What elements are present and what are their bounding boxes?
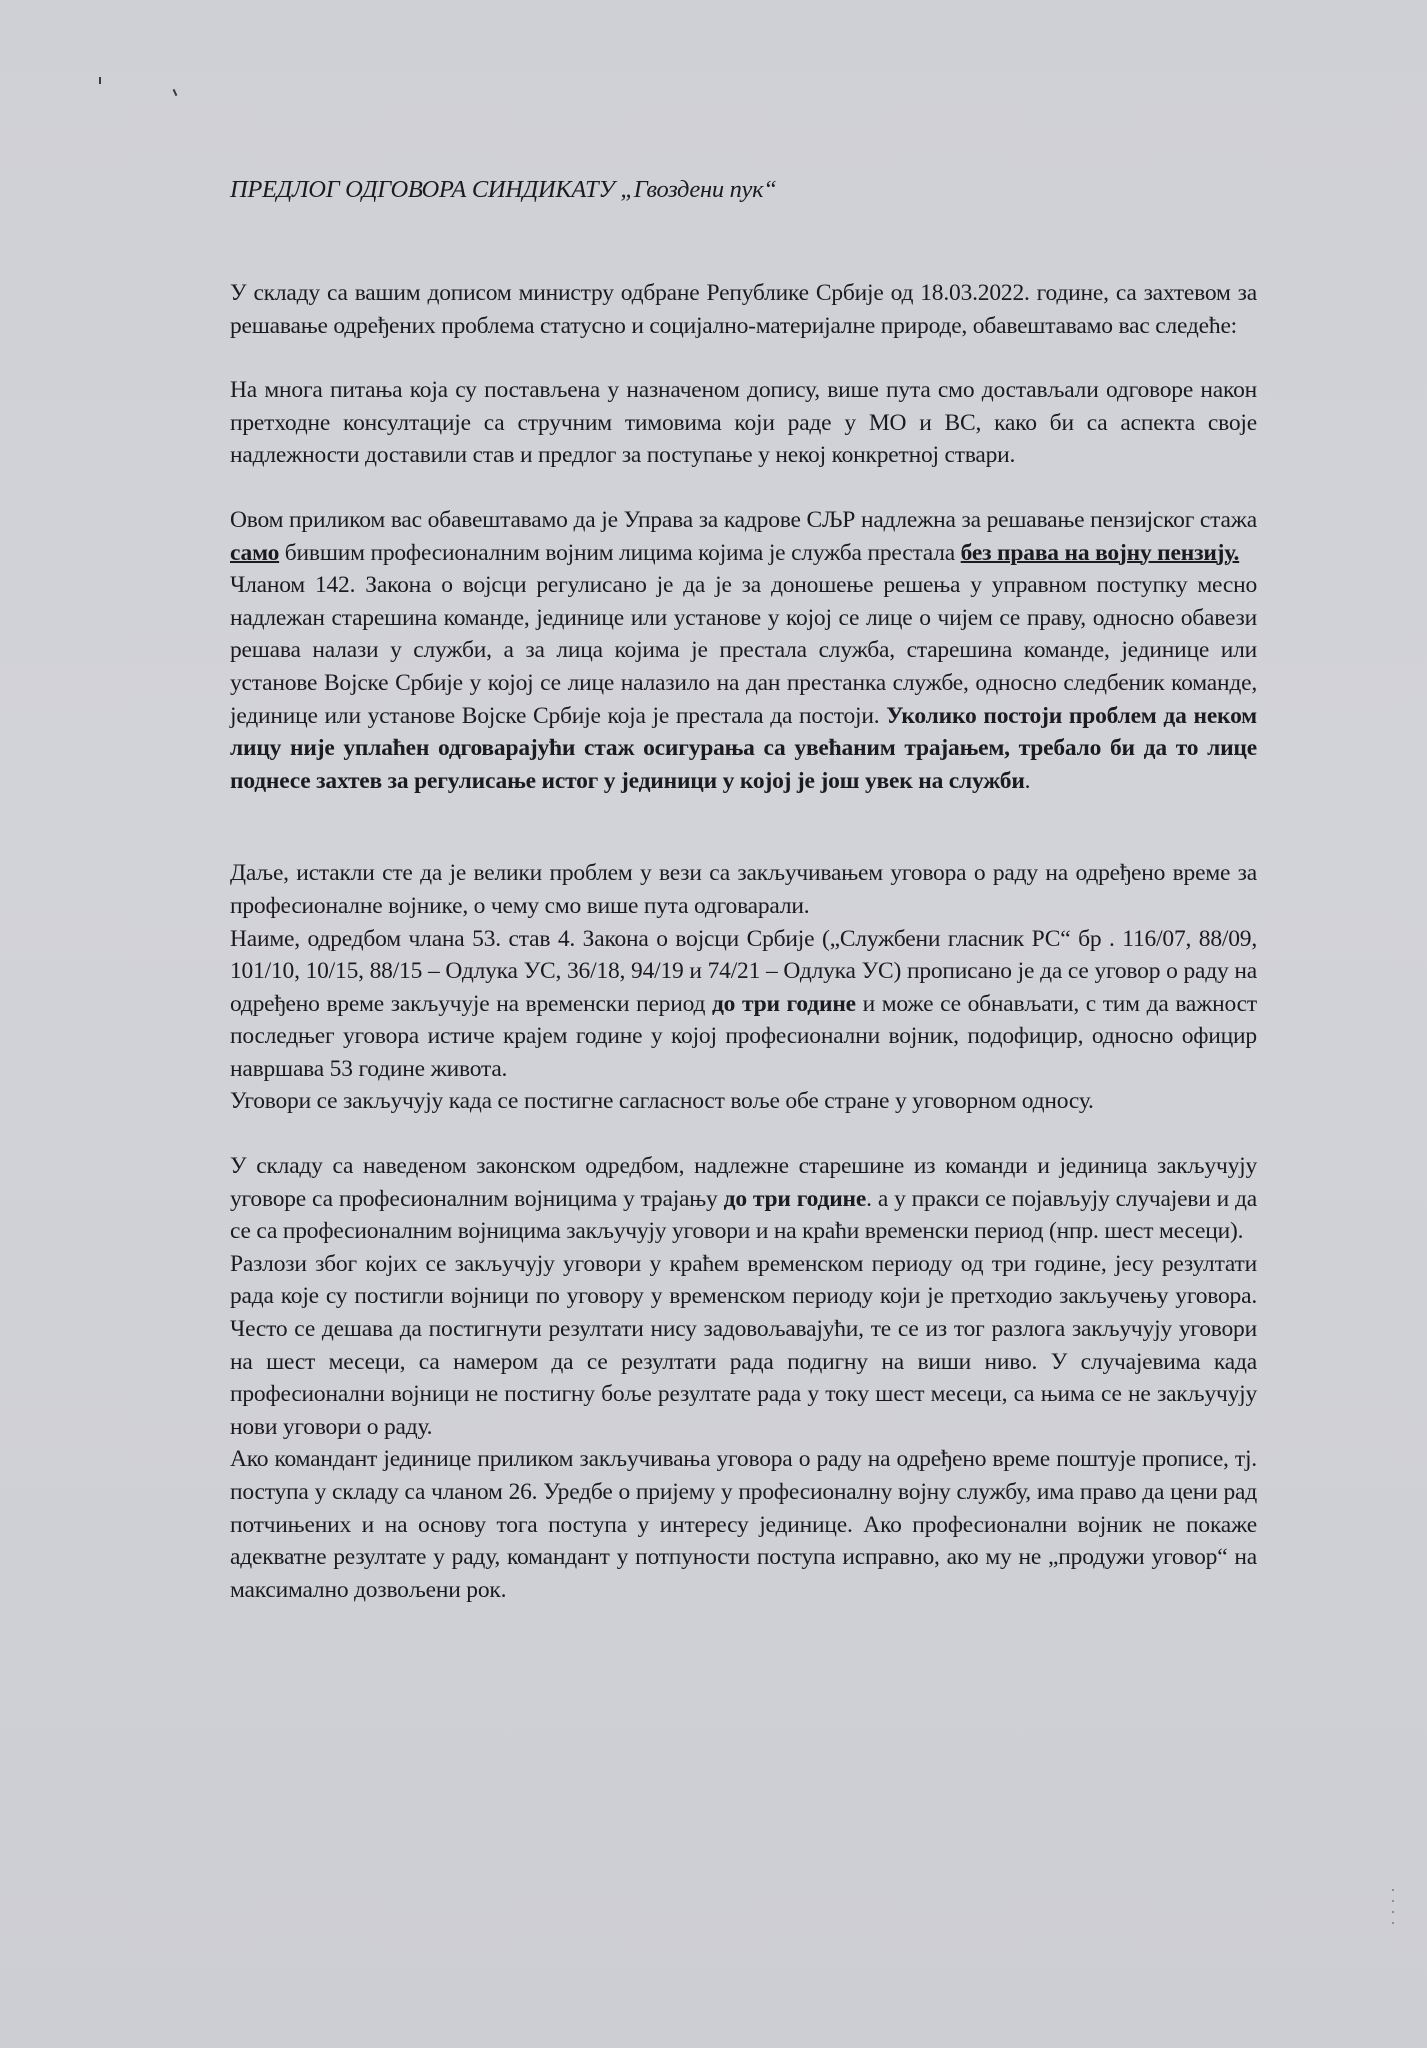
- text-segment: Ако командант јединице приликом закључивања уговора о раду на одређено време поштује прописе, тј. поступа у складу са чланом 26. Уредбе о пријему у професионалну војну службу, има право да цени рад потчињених и на основу тога поступа у интересу јединице. Ако професионални војник не покаже адекватне резултате у раду, командант у потпуности поступа исправно, ако му не „продужи уговор“ на максимално дозвољени рок.: [230, 1446, 1257, 1603]
- text-segment: Разлози због којих се закључују уговори у краћем временском периоду од три године, јесу резултати рада које су постигли војници по уговору у временском периоду који је претходио закључењу уговора. Често се дешава да постигнути резултати нису задовољавајући, те се из тог разлога закључују уговори на шест месеци, са намером да се резултати рада подигну на виши ниво. У случајевима када професионални војници не постигну боље резултате рада у току шест месеци, са њима се не закључују нови уговори о раду.: [230, 1250, 1257, 1440]
- paragraph-mutual-consent: [230, 1085, 1257, 1118]
- emphasized-text: само: [230, 539, 280, 566]
- text-segment: Чланом 142. Закона о војсци регулисано је да је за доношење решења у управном поступку месно надлежан старешина команде, јединице или установе у којој се лице о чијем се праву, односно обавези решава налази у служби, а за лица којима је престала служба, старешина команде, јединице или установе Војске Србије у којој се лице налазило на дан престанка службе, односно следбеник команде, јединице или установе Војске Србије која је престала да постоји.: [230, 572, 1257, 729]
- scan-speck: [99, 77, 101, 84]
- emphasized-text: Уколико постоји проблем да неком лицу није уплаћен одговарајући стаж осигурања са увећаним трајањем, требало би да то лице поднесе захтев за регулисање истог у јединици у којој је још увек на служби: [230, 702, 1257, 794]
- scan-speck: [173, 89, 178, 96]
- paragraph-hr-department: [230, 504, 1257, 569]
- text-segment: У складу са вашим дописом министру одбране Републике Србије од 18.03.2022. године, са захтевом за решавање одређених проблема статусно и социјално-материјалне природе, обавештавамо вас следеће:: [230, 280, 1257, 339]
- emphasized-text: без права на војну пензију.: [960, 539, 1240, 566]
- text-segment: бившим професионалним војним лицима којима је служба престала: [279, 539, 961, 566]
- emphasized-text: до три године: [711, 990, 856, 1017]
- paragraph-intro: [230, 277, 1257, 342]
- text-segment: На многа питања која су постављена у назначеном допису, више пута смо достављали одговоре након претходне консултације са стручним тимовима који раде у МО и ВС, како би са аспекта своје надлежности доставили став и предлог за поступање у некој конкретној ствари.: [230, 377, 1257, 469]
- text-segment: и може се обнављати, с тим да важност последњег уговора истиче крајем године у којој професионални војник, подофицир, односно официр навршава 53 године живота.: [230, 990, 1257, 1082]
- text-segment: Уговори се закључују када се постигне сагласност воље обе стране у уговорном односу.: [230, 1088, 1094, 1115]
- scan-dots: [1392, 1889, 1394, 1933]
- paragraph-reasons: [230, 1248, 1257, 1444]
- document-title: ПРЕДЛОГ ОДГОВОРА СИНДИКАТУ „Гвоздени пук“: [230, 176, 777, 203]
- emphasized-text: до три године: [723, 1185, 867, 1212]
- paragraph-article-142: [230, 569, 1257, 797]
- text-segment: . а у пракси се појављују случајеви и да се са професионалним војницима закључују уговори и на краћи временски период (нпр. шест месеци).: [230, 1185, 1257, 1245]
- text-segment: .: [1024, 767, 1031, 794]
- paragraph-practice: [230, 1150, 1257, 1248]
- paragraph-commander: [230, 1443, 1257, 1606]
- paragraph-contracts-problem: [230, 857, 1257, 922]
- paragraph-article-53: [230, 923, 1257, 1086]
- text-segment: Даље, истакли сте да је велики проблем у вези са закључивањем уговора о раду на одређено време за професионалне војнике, о чему смо више пута одговарали.: [230, 860, 1257, 919]
- text-segment: У складу са наведеном законском одредбом, надлежне старешине из команди и јединица закључују уговоре са професионалним војницима у трајању: [230, 1153, 1257, 1212]
- text-segment: Наиме, одредбом члана 53. став 4. Закона о војсци Србије („Службени гласник РС“ бр . 116/07, 88/09, 101/10, 10/15, 88/15 – Одлука УС, 36/18, 94/19 и 74/21 – Одлука УС) прописано је да се уговор о раду на одређено време закључује на временски период: [230, 925, 1257, 1017]
- paragraph-previous-answers: [230, 374, 1257, 472]
- document-page: [230, 176, 1257, 1606]
- text-segment: Овом приликом вас обавештавамо да је Управа за кадрове СЉР надлежна за решавање пензијског стажа: [230, 506, 1257, 533]
